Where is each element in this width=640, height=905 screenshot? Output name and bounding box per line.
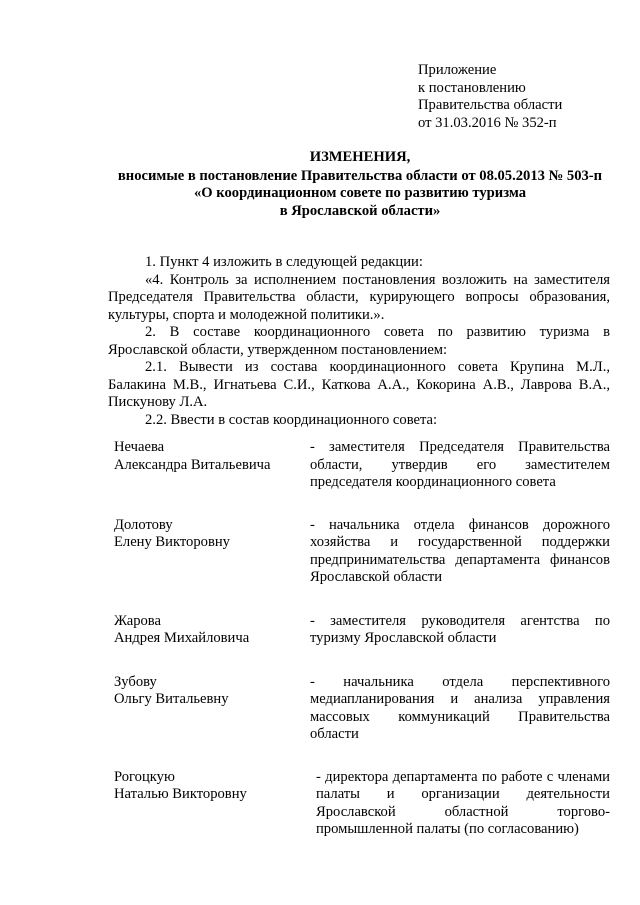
member-given-name: Александра Витальевича: [114, 456, 271, 473]
appendix-block: [418, 62, 628, 132]
member-given-name: Андрея Михайловича: [114, 630, 250, 646]
list-item: [114, 613, 610, 648]
document-title: ИЗМЕНЕНИЯ,: [309, 149, 411, 165]
member-given-name: Елену Викторовну: [114, 534, 230, 550]
member-given-name: Ольгу Витальевну: [114, 691, 229, 707]
member-role: - начальника отдела перспективного медиапланирования и анализа управления массовых коммуникаций Правительства области: [310, 673, 610, 742]
heading-line: вносимые в постановление Правительства области от 08.05.2013 № 503-п: [117, 167, 603, 184]
member-name: [114, 674, 310, 709]
council-member-list: [114, 439, 610, 839]
appendix-line: Приложение: [418, 62, 497, 78]
list-item: [114, 674, 610, 744]
appendix-line: от 31.03.2016 № 352-п: [418, 114, 557, 131]
member-role: - заместителя Председателя Правительства области, утвердив его заместителем председателя координационного совета: [310, 439, 610, 490]
member-name: [114, 439, 310, 474]
paragraph: 2. В составе координационного совета по развитию туризма в Ярославской области, утвержденном постановлением:: [108, 324, 610, 358]
member-surname: Долотову: [114, 516, 173, 533]
list-item: [114, 439, 610, 492]
appendix-line: Правительства области: [418, 97, 563, 113]
member-name: [114, 769, 310, 804]
member-surname: Зубову: [114, 673, 157, 690]
paragraph: «4. Контроль за исполнением постановления возложить на заместителя Председателя Правительства области, курирующего вопросы образования, культуры, спорта и молодежной политики.».: [108, 271, 610, 323]
paragraph: 1. Пункт 4 изложить в следующей редакции:: [145, 254, 423, 270]
member-surname: Нечаева: [114, 439, 165, 455]
heading-line: «О координационном совете по развитию туризма: [193, 185, 527, 201]
member-surname: Жарова: [114, 612, 161, 629]
list-item: [114, 769, 610, 839]
member-name: [114, 517, 310, 552]
member-name: [114, 613, 310, 648]
member-role: - заместителя руководителя агентства по туризму Ярославской области: [310, 612, 610, 646]
document-body: [108, 254, 610, 429]
member-role: - начальника отдела финансов дорожного хозяйства и государственной поддержки предпринимательства департамента финансов Ярославской области: [310, 516, 610, 585]
appendix-line: к постановлению: [418, 79, 526, 96]
paragraph: 2.2. Ввести в состав координационного совета:: [145, 411, 438, 428]
document-heading: [100, 149, 620, 220]
member-surname: Рогоцкую: [114, 768, 175, 785]
member-role: - директора департамента по работе с членами палаты и организации деятельности Ярославской областной торгово-промышленной палаты (по согласованию): [316, 768, 610, 837]
member-given-name: Наталью Викторовну: [114, 786, 247, 802]
paragraph: 2.1. Вывести из состава координационного совета Крупина М.Л., Балакина М.В., Игнатьева С.И., Каткова А.А., Кокорина А.В., Лаврова В.А., Пискунову Л.А.: [108, 359, 610, 410]
heading-line: в Ярославской области»: [279, 202, 441, 219]
list-item: [114, 517, 610, 587]
